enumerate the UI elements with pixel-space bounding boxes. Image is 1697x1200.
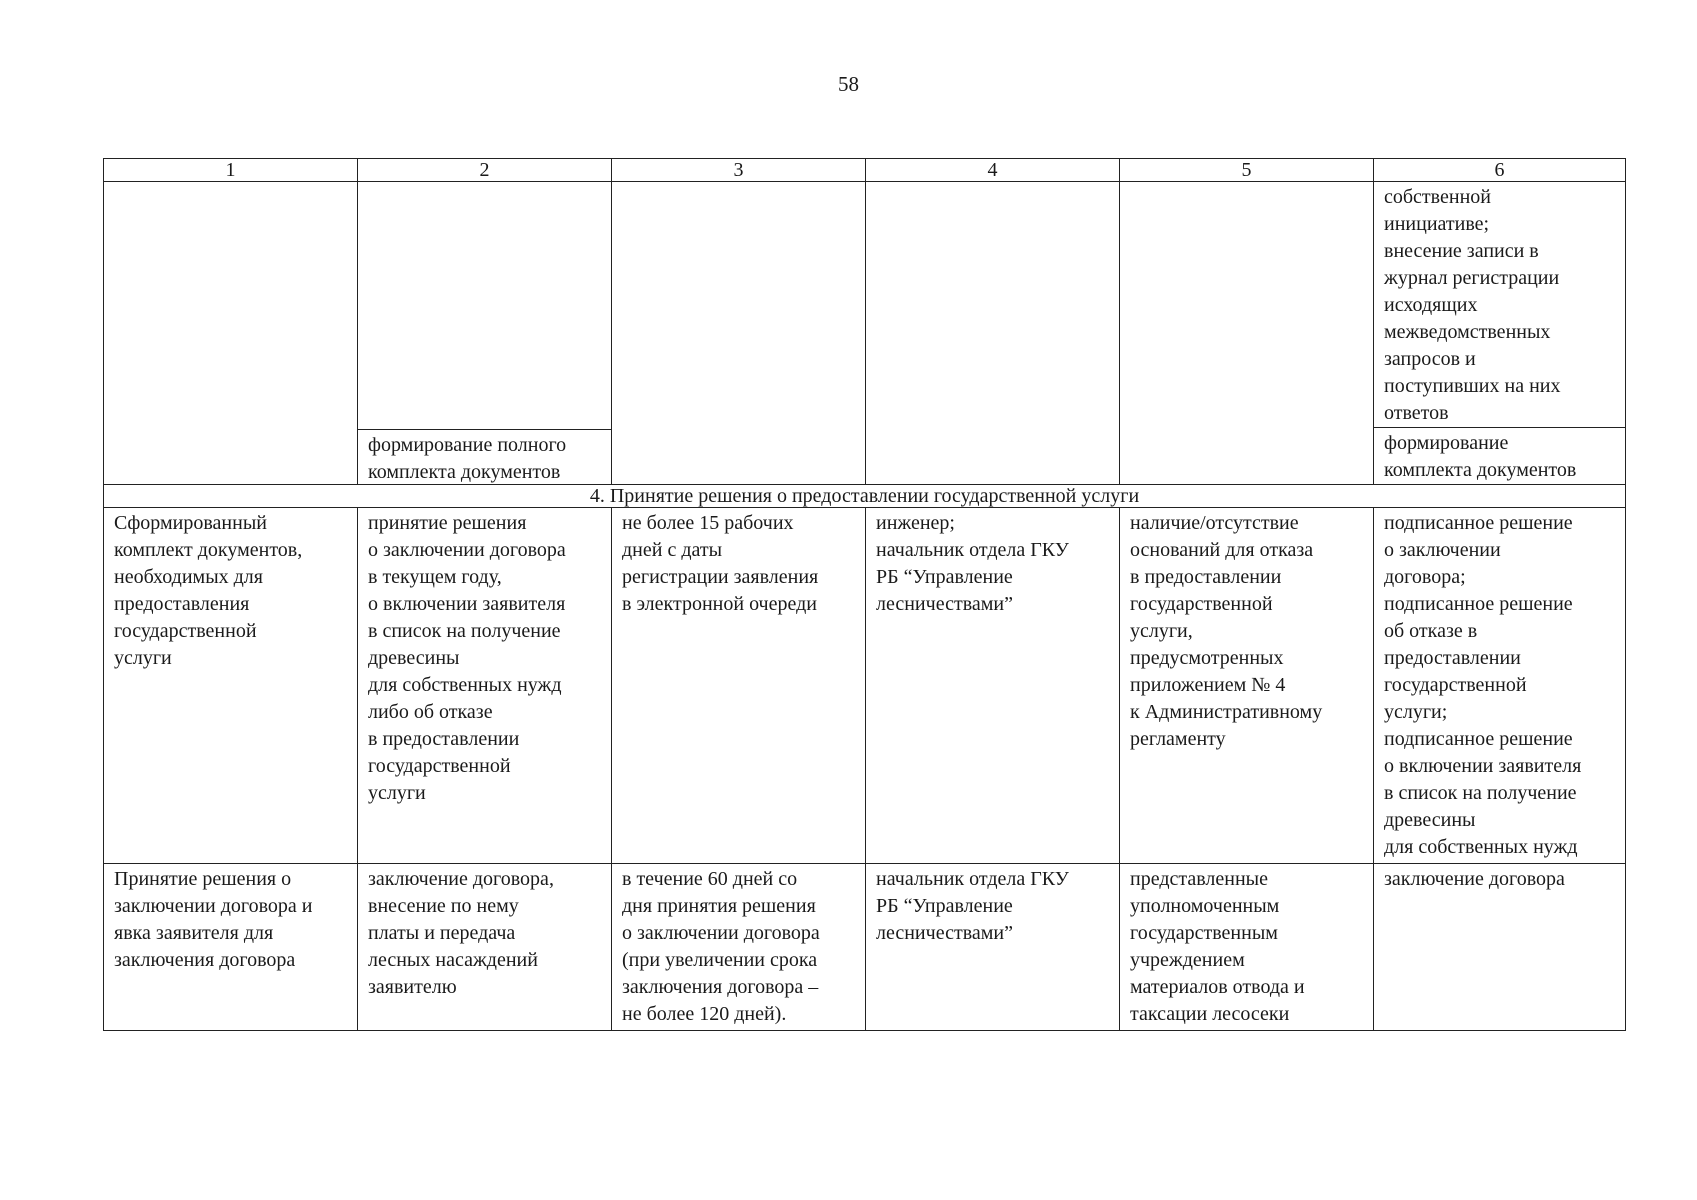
cell-line: в предоставлении [368,728,520,750]
cont-col-2-bottom [358,429,611,486]
cell-line: журнал регистрации [1384,267,1560,289]
section-row [104,485,1626,508]
cell-line: учреждением [1130,949,1245,971]
row2-col4 [866,864,1120,1031]
cell-line: комплекта документов [1384,459,1577,481]
cell-line: в список на получение [368,620,561,642]
cell-line: инженер; [876,512,955,534]
cell-line: государственным [1130,922,1278,944]
header-row [104,159,1626,182]
row2-col2 [358,864,612,1031]
cell-line: о заключении договора [368,539,566,561]
cell-line: лесничествами” [876,593,1013,615]
cell-line: в течение 60 дней со [622,868,798,890]
cell-line: заявителю [368,976,457,998]
cell-line: Принятие решения о [114,868,292,890]
cell-line: в список на получение [1384,782,1577,804]
cell-line: заключение договора [1384,868,1565,890]
cell-line: комплект документов, [114,539,303,561]
cell-line: заключении договора и [114,895,313,917]
cell-line: подписанное решение [1384,593,1573,615]
cell-line: заключения договора – [622,976,819,998]
cell-line: государственной [368,755,511,777]
cell-line: приложением № 4 [1130,674,1286,696]
cont-col-5 [1120,182,1374,485]
cell-line: в текущем году, [368,566,502,588]
services-table [103,158,1626,1031]
cell-line: начальник отдела ГКУ [876,539,1069,561]
cell-line: о заключении договора [622,922,820,944]
cell-line: наличие/отсутствие [1130,512,1299,534]
cell-line: о включении заявителя [1384,755,1582,777]
cell-line: государственной [1130,593,1273,615]
cell-line: для собственных нужд [1384,836,1578,858]
continuation-row [104,182,1626,485]
cell-line: о включении заявителя [368,593,566,615]
cell-line: платы и передача [368,922,516,944]
cell-line: внесение по нему [368,895,519,917]
cell-line: принятие решения [368,512,527,534]
cell-line: к Административному [1130,701,1323,723]
cell-line: услуги [114,647,172,669]
cell-line: древесины [368,647,460,669]
row1-col1 [104,508,358,864]
cell-line: услуги; [1384,701,1448,723]
cell-line: ответов [1384,402,1449,424]
cell-line: подписанное решение [1384,728,1573,750]
section-title: 4. Принятие решения о предоставлении государственной услуги [104,485,1626,508]
cell-line: в электронной очереди [622,593,817,615]
row2-col1 [104,864,358,1031]
table-row [104,864,1626,1031]
header-col-1: 1 [104,159,358,182]
cell-line: исходящих [1384,294,1478,316]
cell-line: регламенту [1130,728,1226,750]
cont-col-1 [104,182,358,485]
cell-line: собственной [1384,186,1491,208]
cell-line: необходимых для [114,566,263,588]
header-col-2: 2 [358,159,612,182]
page-number: 58 [838,72,859,96]
cont-col-4 [866,182,1120,485]
cell-line: государственной [114,620,257,642]
cont-col-6-bottom [1374,427,1625,484]
cell-line: РБ “Управление [876,895,1013,917]
cell-line: внесение записи в [1384,240,1539,262]
cont-col-6-top [1384,184,1615,427]
row1-col2 [358,508,612,864]
cell-line: межведомственных [1384,321,1551,343]
header-col-5: 5 [1120,159,1374,182]
cell-line: дня принятия решения [622,895,816,917]
cell-line: в предоставлении [1130,566,1282,588]
cont-col-6 [1374,182,1626,485]
cell-line: уполномоченным [1130,895,1280,917]
cell-line: не более 15 рабочих [622,512,794,534]
cell-line: о заключении [1384,539,1501,561]
cell-line: запросов и [1384,348,1476,370]
cell-line: Сформированный [114,512,267,534]
table-row [104,508,1626,864]
cell-line: оснований для отказа [1130,539,1314,561]
cell-line: не более 120 дней). [622,1003,787,1025]
cell-line: древесины [1384,809,1476,831]
cell-line: таксации лесосеки [1130,1003,1290,1025]
cell-line: подписанное решение [1384,512,1573,534]
cell-line: явка заявителя для [114,922,274,944]
row1-col3 [612,508,866,864]
cell-line: заключение договора, [368,868,554,890]
cell-line: лесничествами” [876,922,1013,944]
cell-line: представленные [1130,868,1268,890]
cell-line: предоставлении [1384,647,1521,669]
header-col-6: 6 [1374,159,1626,182]
cont-col-3 [612,182,866,485]
cell-line: для собственных нужд [368,674,562,696]
cell-line: материалов отвода и [1130,976,1305,998]
cell-line: формирование полного [368,434,567,456]
cont-col-2 [358,182,612,485]
row1-col6 [1374,508,1626,864]
cell-line: формирование [1384,432,1509,454]
row2-col6 [1374,864,1626,1031]
cell-line: лесных насаждений [368,949,538,971]
cell-line: регистрации заявления [622,566,819,588]
cell-line: услуги [368,782,426,804]
row2-col5 [1120,864,1374,1031]
cell-line: услуги, [1130,620,1193,642]
cell-line: предусмотренных [1130,647,1284,669]
cell-line: (при увеличении срока [622,949,818,971]
cell-line: инициативе; [1384,213,1490,235]
cell-line: договора; [1384,566,1466,588]
cell-line: поступивших на них [1384,375,1561,397]
cell-line: предоставления [114,593,250,615]
row2-col3 [612,864,866,1031]
cell-line: либо об отказе [368,701,493,723]
header-col-3: 3 [612,159,866,182]
cell-line: заключения договора [114,949,296,971]
row1-col5 [1120,508,1374,864]
header-col-4: 4 [866,159,1120,182]
cell-line: об отказе в [1384,620,1478,642]
cell-line: государственной [1384,674,1527,696]
cell-line: начальник отдела ГКУ [876,868,1069,890]
cell-line: РБ “Управление [876,566,1013,588]
cell-line: комплекта документов [368,461,561,483]
cell-line: дней с даты [622,539,723,561]
row1-col4 [866,508,1120,864]
